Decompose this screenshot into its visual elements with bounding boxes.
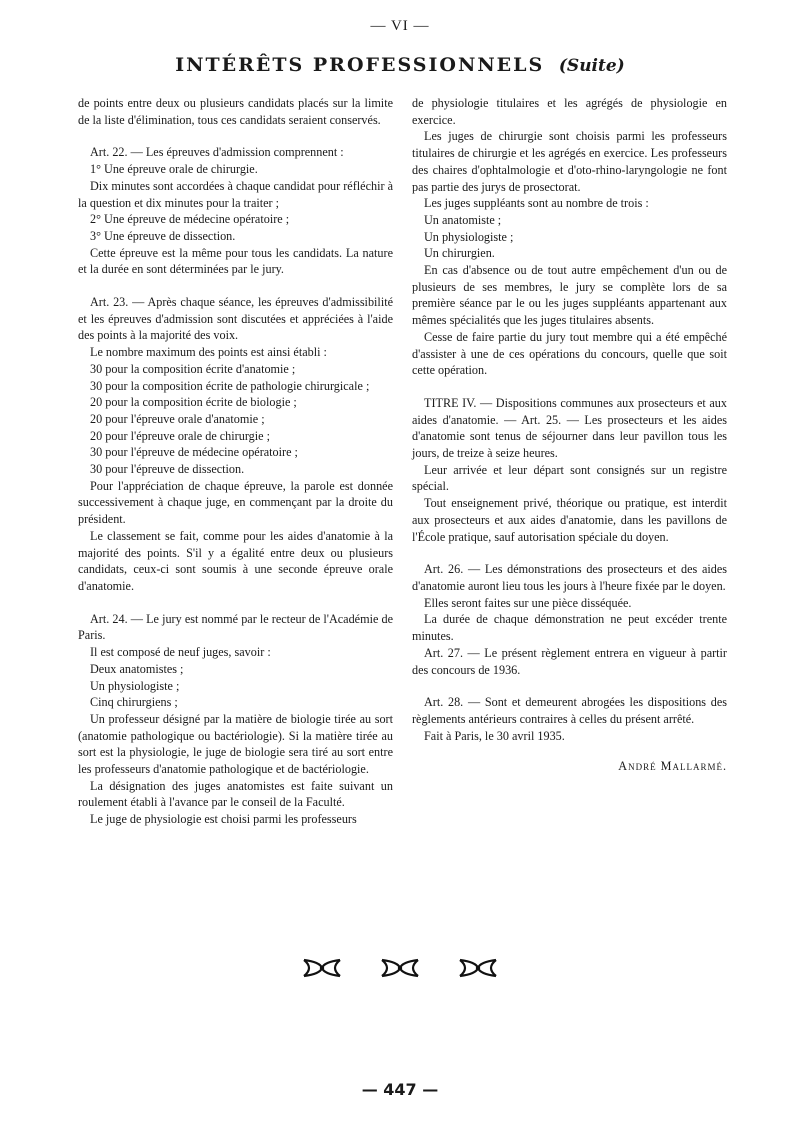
list-item: 3° Une épreuve de dissection.	[90, 228, 236, 243]
list-item: Deux anatomistes ;	[90, 661, 184, 676]
paragraph: Tout enseignement privé, théorique ou pratique, est interdit aux prosecteurs et aux aides d'anatomie, dans les pavillons de l'École pratique, sauf autorisation spéciale du doyen.	[412, 496, 727, 544]
paragraph: de points entre deux ou plusieurs candidats placés sur la limite de la liste d'élimination, tous ces candidats seraient conservés.	[78, 96, 393, 127]
paragraph: Un professeur désigné par la matière de biologie tirée au sort (anatomie pathologique ou bactériologie). Si la matière tirée au sort est la physiologie, le juge de biologie sera tiré au sort entre les professeurs d'anatomie pathologique et de bactériologie.	[78, 711, 393, 777]
paragraph: Cette épreuve est la même pour tous les candidats. La nature et la durée en sont déterminées par le jury.	[78, 245, 393, 277]
list-item: 30 pour la composition écrite de pathologie chirurgicale ;	[90, 378, 370, 393]
article-27: Art. 27. — Le présent règlement entrera en vigueur à partir des concours de 1936.	[412, 645, 727, 677]
ornament-row	[0, 956, 800, 980]
paragraph: Le nombre maximum des points est ainsi établi :	[90, 345, 327, 360]
paragraph: Le juge de physiologie est choisi parmi les professeurs	[90, 812, 357, 827]
paragraph: La désignation des juges anatomistes est faite suivant un roulement établi à l'avance par le conseil de la Faculté.	[78, 778, 393, 810]
paragraph: de physiologie titulaires et les agrégés de physiologie en exercice.	[412, 96, 727, 127]
list-item: 1° Une épreuve orale de chirurgie.	[90, 162, 258, 177]
list-item: 20 pour l'épreuve orale de chirurgie ;	[90, 428, 270, 443]
title-text: INTÉRÊTS PROFESSIONNELS	[175, 54, 545, 76]
list-item: Un physiologiste ;	[90, 678, 180, 693]
list-item: 30 pour la composition écrite d'anatomie ;	[90, 361, 296, 376]
paragraph: Le classement se fait, comme pour les aides d'anatomie à la majorité des points. S'il y a égalité entre deux ou plusieurs candidats, ceux-ci sont soumis à une seconde épreuve orale d'anatomie.	[78, 528, 393, 593]
paragraph: Pour l'appréciation de chaque épreuve, la parole est donnée successivement à chaque juge, en commençant par la droite du président.	[78, 478, 393, 527]
ornament-icon	[300, 956, 344, 980]
paragraph: Leur arrivée et leur départ sont consignés sur un registre spécial.	[412, 462, 727, 494]
date-line: Fait à Paris, le 30 avril 1935.	[424, 728, 565, 743]
list-item: Cinq chirurgiens ;	[90, 695, 178, 710]
ornament-icon	[378, 956, 422, 980]
paragraph: Elles seront faites sur une pièce disséquée.	[424, 595, 632, 610]
titre-iv: TITRE IV. — Dispositions communes aux prosecteurs et aux aides d'anatomie. — Art. 25. — Les prosecteurs et les aides d'anatomie sont tenus de séjourner dans leur pavillon tous les jours, de treize à seize heures.	[412, 395, 727, 461]
paragraph: Il est composé de neuf juges, savoir :	[90, 645, 271, 660]
list-item: 20 pour la composition écrite de biologie ;	[90, 395, 297, 410]
article-24: Art. 24. — Le jury est nommé par le recteur de l'Académie de Paris.	[78, 611, 393, 643]
list-item: Un physiologiste ;	[424, 229, 514, 244]
list-item: Un anatomiste ;	[424, 212, 502, 227]
list-item: 30 pour l'épreuve de médecine opératoire ;	[90, 445, 298, 460]
left-column	[78, 95, 393, 828]
title-suite: (Suite)	[558, 56, 625, 76]
signature: André Mallarmé.	[618, 759, 727, 774]
paragraph: Les juges de chirurgie sont choisis parmi les professeurs titulaires de chirurgie et les agrégés en exercice. Les professeurs des chaires d'ophtalmologie et d'oto-rhino-laryngologie ne font pas partie des jurys de prosectorat.	[412, 129, 727, 194]
ornament-icon	[456, 956, 500, 980]
article-26: Art. 26. — Les démonstrations des prosecteurs et des aides d'anatomie auront lieu tous les jours à l'heure fixée par le doyen.	[412, 562, 727, 593]
list-item: 2° Une épreuve de médecine opératoire ;	[90, 212, 290, 227]
list-item: 20 pour l'épreuve orale d'anatomie ;	[90, 411, 265, 426]
list-item: Un chirurgien.	[424, 246, 495, 261]
running-folio: — VI —	[370, 18, 430, 34]
page-number: — 447 —	[361, 1080, 439, 1099]
paragraph: Les juges suppléants sont au nombre de trois :	[424, 196, 649, 211]
paragraph: Dix minutes sont accordées à chaque candidat pour réfléchir à la question et dix minutes pour la traiter ;	[78, 178, 393, 210]
article-28: Art. 28. — Sont et demeurent abrogées les dispositions des règlements antérieurs contraires à celles du présent arrêté.	[412, 695, 727, 726]
article-22: Art. 22. — Les épreuves d'admission comprennent :	[90, 145, 344, 160]
paragraph: En cas d'absence ou de tout autre empêchement d'un ou de plusieurs de ses membres, le jury se complète lors de sa première séance par le ou les juges suppléants appartenant aux mêmes spécialités que les juges titulaires absents.	[412, 263, 727, 328]
article-23: Art. 23. — Après chaque séance, les épreuves d'admissibilité et les épreuves d'admission sont discutées et appréciées à l'aide des points à la majorité des voix.	[78, 295, 393, 343]
paragraph: Cesse de faire partie du jury tout membre qui a été empêché d'assister à une de ces opérations du concours, quelle que soit cette opération.	[412, 329, 727, 378]
page-title	[0, 54, 800, 76]
paragraph: La durée de chaque démonstration ne peut excéder trente minutes.	[412, 612, 727, 644]
list-item: 30 pour l'épreuve de dissection.	[90, 462, 245, 477]
right-column	[412, 95, 727, 775]
